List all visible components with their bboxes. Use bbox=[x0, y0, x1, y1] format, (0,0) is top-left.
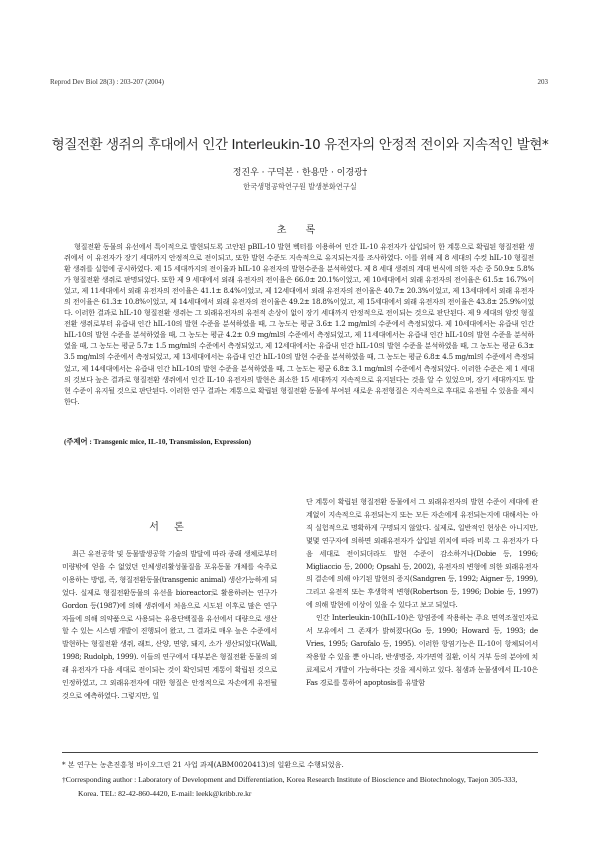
paper-title: 형질전환 생쥐의 후대에서 인간 Interleukin-10 유전자의 안정적 전이와 지속적인 발현* bbox=[51, 137, 549, 153]
footnote-divider bbox=[62, 752, 538, 753]
author-list: 정진우 · 구덕본 · 한용만 · 이경광† bbox=[232, 168, 368, 178]
intro-paragraph-il10: 인간 Interleukin-10(hIL-10)은 항염증에 작용하는 주요 면역조절인자로서 모유에서 그 존재가 밝혀졌다(Go 등, 1990; Howard 등, 1993; de Vries, 1995; Garofalo 등, 1995). 이러한 항염기능은 IL-10이 항체되어서 작용할 수 있을 뿐 아니라, 반생명중, 자가면역 질환, 이식 거부 등의 분야에 치료제로서 개발이 가능하다는 것을 제시하고 있다. 침샘과 눈물샘에서 IL-10은 Fas 경로를 통하여 apoptosis를 유발함 bbox=[306, 613, 538, 687]
keywords: (주제어 : Transgenic mice, IL-10, Transmission, Expression) bbox=[64, 437, 252, 446]
corresponding-author-footnote: †Corresponding author : Laboratory of Development and Differentiation, Korea Research Institute of Bioscience and Biotechnology, Taejon 305-333, Korea. TEL: 82-42-860-4420, E-mail: leekk@kribb.re.kr bbox=[62, 775, 518, 798]
affiliation: 한국생명공학연구원 발생분화연구실 bbox=[243, 182, 357, 191]
intro-left-column bbox=[62, 548, 277, 703]
abstract-text: 형질전환 동물의 유선에서 특이적으로 발현되도록 고안된 pBIL-10 발현 벡터를 이용하여 인간 IL-10 유전자가 삽입되어 한 계통으로 확립된 형질전환 생쥐에서 이 유전자가 장기 세대까지 안정적으로 전이되고, 또한 발현 수준도 지속적으로 유지되는지를 조사하였다. 이를 위해 제 8 세대의 수컷 hIL-10 형질전환 생쥐를 실험에 공시하였다. 제 15 세대까지의 전이율과 hIL-10 유전자의 발현수준을 분석하였다. 제 8 세대 생쥐의 계대 번식에 의한 자손 중 50.9± 5.8%가 형질전환 생쥐로 판명되었다. 또한 제 9 세대에서 외래 유전자의 전이율은 66.0± 20.1%이었고, 제 10세대에서 외래 유전자의 전이율은 61.5± 16.7%이었고, 제 11세대에서 외래 유전자의 전이율은 41.1± 8.4%이었고, 제 12세대에서 외래 유전자의 전이율은 40.7± 20.3%이었고, 제 13세대에서 외래 유전자의 전이율은 61.3± 10.8%이었고, 제 14세대에서 외래 유전자의 전이율은 49.2± 18.8%이었고, 제 15세대에서 외래 유전자의 전이율은 43.8± 25.9%이었다. 이러한 결과로 hIL-10 형질전환 생쥐는 그 외래유전자의 유전적 손상이 없이 장기 세대까지 안정적으로 전이되는 것으로 판단된다. 제 9 세대의 암컷 형질전환 생쥐로부터 유즙내 인간 hIL-10의 발현 수준을 분석하였을 때, 그 농도는 평균 3.6± 1.2 mg/ml의 수준에서 측정되었다. 제 10세대에서는 유즙내 인간 hIL-10의 발현 수준을 분석하였을 때, 그 농도는 평균 4.2± 0.9 mg/ml의 수준에서 측정되었고, 제 11세대에서는 유즙내 인간 hIL-10의 발현 수준을 분석하였을 때, 그 농도는 평균 5.7± 1.5 mg/ml의 수준에서 측정되었고, 제 12세대에서는 유즙내 인간 hIL-10의 발현 수준을 분석하였을 때, 그 농도는 평균 6.3± 3.5 mg/ml의 수준에서 측정되었고, 제 13세대에서는 유즙내 인간 hIL-10의 발현 수준을 분석하였을 때, 그 농도는 평균 6.8± 4.5 mg/ml의 수준에서 측정되었고, 제 14세대에서는 유즙내 인간 hIL-10의 발현 수준을 분석하였을 때, 그 농도는 평균 6.8± 3.1 mg/ml의 수준에서 측정되었다. 이러한 수준은 제 1 세대의 것보다 높은 결과로 형질전환 생쥐에서 인간 IL-10 유전자의 발현은 최소한 15 세대까지 지속적으로 유지된다는 것을 알 수 있었으며, 장기 세대까지도 발현 수준이 유지될 것으로 판단된다. 이러한 연구 결과는 계통으로 확립된 형질전환 동물에 부여된 새로운 유전형질은 지속적으로 후대로 유전될 수 있음을 제시한다. bbox=[64, 242, 534, 406]
page-number: 203 bbox=[537, 78, 548, 86]
funding-footnote: * 본 연구는 농촌진흥청 바이오그린 21 사업 과제(ABM0020413)의 일환으로 수행되었음. bbox=[62, 760, 344, 769]
abstract-heading: 초 록 bbox=[276, 225, 324, 236]
intro-right-column bbox=[306, 496, 538, 690]
running-header bbox=[50, 78, 548, 86]
intro-paragraph: 최근 유전공학 및 동물발생공학 기술의 발달에 따라 종래 생체로부터 미량밖에 얻을 수 없었던 인체생리활성물질을 포유동물 개체를 숙주로 이용하는 방법, 즉, 형질전환동물(transgenic animal) 생산가능하게 되었다. 실제로 형질전환동물의 유선을 bioreactor로 활용하려는 연구가 Gordon 등(1987)에 의해 생쥐에서 처음으로 시도된 이후로 많은 연구자들에 의해 의약품으로 사용되는 유용단백질을 유선에서 대량으로 생산할 수 있는 시스템 개발이 진행되어 왔고, 그 결과로 매우 높은 수준에서 발현하는 형질전환 생쥐, 래트, 산양, 면양, 돼지, 소가 생산되었다(Wall, 1998; Rudolph, 1999). 이들의 연구에서 대부분은 형질전환 동물의 외래 유전자가 다음 세대로 전이되는 것이 확인되면 계통이 확립된 것으로 인정하였고, 그 외래유전자에 대한 형질은 안정적으로 자손에게 유전될 것으로 예측하였다. 그렇지만, 일 bbox=[62, 549, 277, 700]
intro-heading: 서 론 bbox=[149, 522, 190, 533]
journal-citation: Reprod Dev Biol 28(3) : 203-207 (2004) bbox=[50, 78, 164, 86]
intro-paragraph-continued: 단 계통이 확립된 형질전환 동물에서 그 외래유전자의 발현 수준이 세대에 관계없이 지속적으로 유전되는지 또는 모든 자손에게 유전되는지에 대해서는 아직 실험적으로 명확하게 구명되지 않았다. 실제로, 일반적인 현상은 아니지만, 몇몇 연구자에 의하면 외래유전자가 삽입된 위치에 따라 비록 그 유전자가 다음 세대로 전이되더라도 발현 수준이 감소하거나(Dobie 등, 1996; Migliaccio 등, 2000; Opsahl 등, 2002), 유전자의 변형에 의한 외래유전자의 결손에 의해 야기된 발현의 증지(Sandgren 등, 1992; Aigner 등, 1999), 그리고 유전적 또는 후생학적 변형(Robertson 등, 1996; Dobie 등, 1997)에 의해 발현에 이상이 있을 수 있다고 보고 되었다. bbox=[306, 497, 538, 610]
